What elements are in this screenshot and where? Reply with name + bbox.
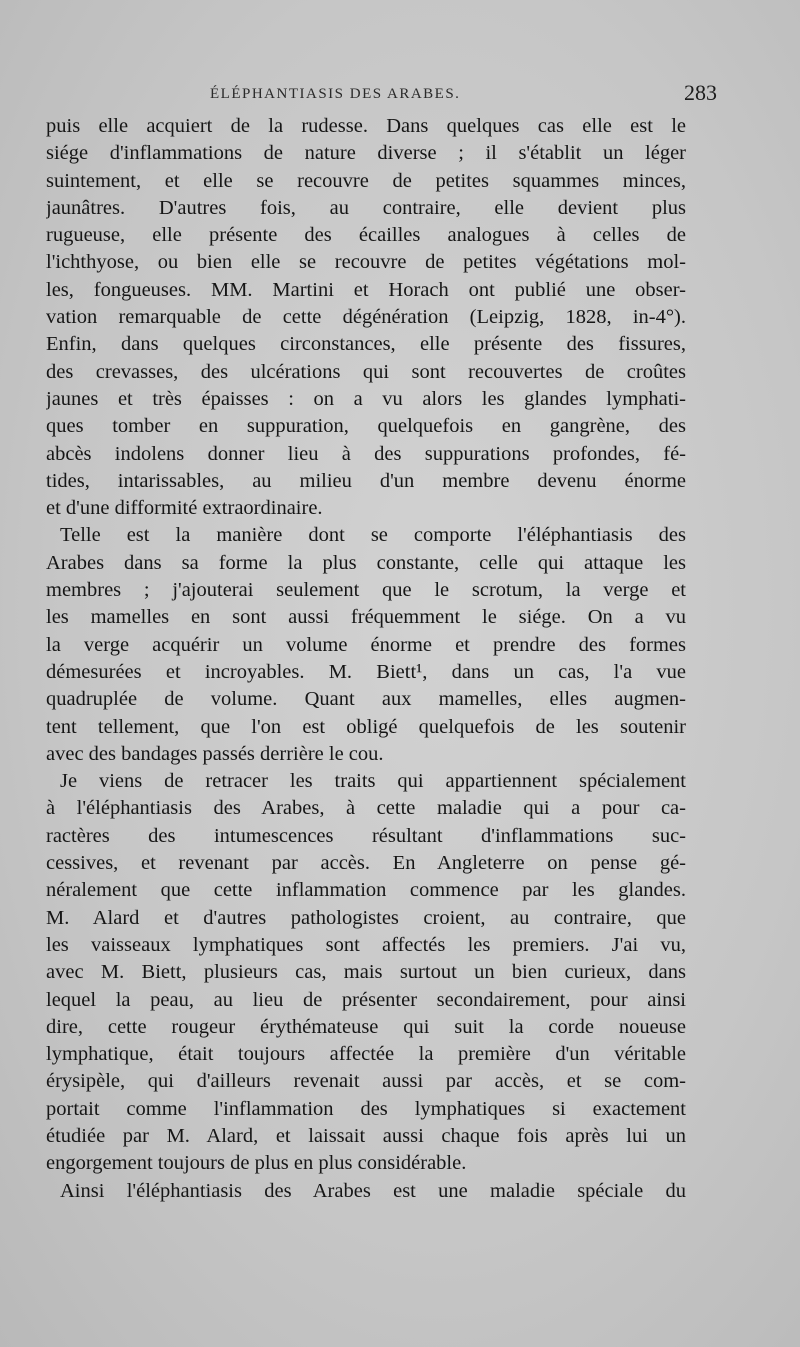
running-head: [60, 80, 717, 110]
text-line: les, fongueuses. MM. Martini et Horach ont publié une obser-: [46, 278, 686, 301]
text-line: tides, intarissables, au milieu d'un membre devenu énorme: [46, 469, 686, 492]
text-line: et d'une difformité extraordinaire.: [46, 497, 323, 520]
text-line: rugueuse, elle présente des écailles analogues à celles de: [46, 224, 686, 247]
text-line: Ainsi l'éléphantiasis des Arabes est une maladie spéciale du: [60, 1179, 686, 1202]
text-line: avec des bandages passés derrière le cou.: [46, 742, 384, 765]
text-line: avec M. Biett, plusieurs cas, mais surtout un bien curieux, dans: [46, 961, 686, 984]
text-line: cessives, et revenant par accès. En Angleterre on pense gé-: [46, 852, 686, 875]
text-line: érysipèle, qui d'ailleurs revenait aussi par accès, et se com-: [46, 1070, 686, 1093]
text-line: des crevasses, des ulcérations qui sont recouvertes de croûtes: [46, 360, 686, 383]
text-line: M. Alard et d'autres pathologistes croient, au contraire, que: [46, 906, 686, 929]
text-line: étudiée par M. Alard, et laissait aussi chaque fois après lui un: [46, 1124, 686, 1147]
text-line: néralement que cette inflammation commence par les glandes.: [46, 879, 686, 902]
text-line: ques tomber en suppuration, quelquefois en gangrène, des: [46, 415, 686, 438]
text-line: Je viens de retracer les traits qui appartiennent spécialement: [60, 770, 686, 793]
text-line: l'ichthyose, ou bien elle se recouvre de petites végétations mol-: [46, 251, 686, 274]
text-line: à l'éléphantiasis des Arabes, à cette maladie qui a pour ca-: [46, 797, 686, 820]
text-line: suintement, et elle se recouvre de petites squammes minces,: [46, 169, 686, 192]
text-line: abcès indolens donner lieu à des suppurations profondes, fé-: [46, 442, 686, 465]
text-line: Arabes dans sa forme la plus constante, celle qui attaque les: [46, 551, 686, 574]
text-line: tent tellement, que l'on est obligé quelquefois de les soutenir: [46, 715, 686, 738]
text-line: lymphatique, était toujours affectée la première d'un véritable: [46, 1043, 686, 1066]
text-line: dire, cette rougeur érythémateuse qui suit la corde noueuse: [46, 1015, 686, 1038]
text-line: siége d'inflammations de nature diverse ; il s'établit un léger: [46, 142, 686, 165]
text-line: quadruplée de volume. Quant aux mamelles, elles augmen-: [46, 688, 686, 711]
text-line: les vaisseaux lymphatiques sont affectés les premiers. J'ai vu,: [46, 933, 686, 956]
text-line: jaunâtres. D'autres fois, au contraire, elle devient plus: [46, 196, 686, 219]
text-line: Enfin, dans quelques circonstances, elle présente des fissures,: [46, 333, 686, 356]
body-text: [46, 113, 686, 1205]
text-line: Telle est la manière dont se comporte l'éléphantiasis des: [60, 524, 686, 547]
running-title: ÉLÉPHANTIASIS DES ARABES.: [210, 86, 461, 102]
text-line: ractères des intumescences résultant d'inflammations suc-: [46, 824, 686, 847]
text-line: les mamelles en sont aussi fréquemment le siége. On a vu: [46, 606, 686, 629]
text-line: engorgement toujours de plus en plus considérable.: [46, 1152, 467, 1175]
text-line: puis elle acquiert de la rudesse. Dans quelques cas elle est le: [46, 115, 686, 137]
text-line: la verge acquérir un volume énorme et prendre des formes: [46, 633, 686, 656]
text-line: portait comme l'inflammation des lymphatiques si exactement: [46, 1097, 686, 1120]
text-line: membres ; j'ajouterai seulement que le scrotum, la verge et: [46, 579, 686, 602]
text-line: jaunes et très épaisses : on a vu alors les glandes lymphati-: [46, 387, 686, 410]
text-line: lequel la peau, au lieu de présenter secondairement, pour ainsi: [46, 988, 686, 1011]
text-line: démesurées et incroyables. M. Biett¹, dans un cas, l'a vue: [46, 660, 686, 683]
text-line: vation remarquable de cette dégénération (Leipzig, 1828, in-4°).: [46, 306, 686, 329]
page-number: 283: [684, 80, 717, 105]
